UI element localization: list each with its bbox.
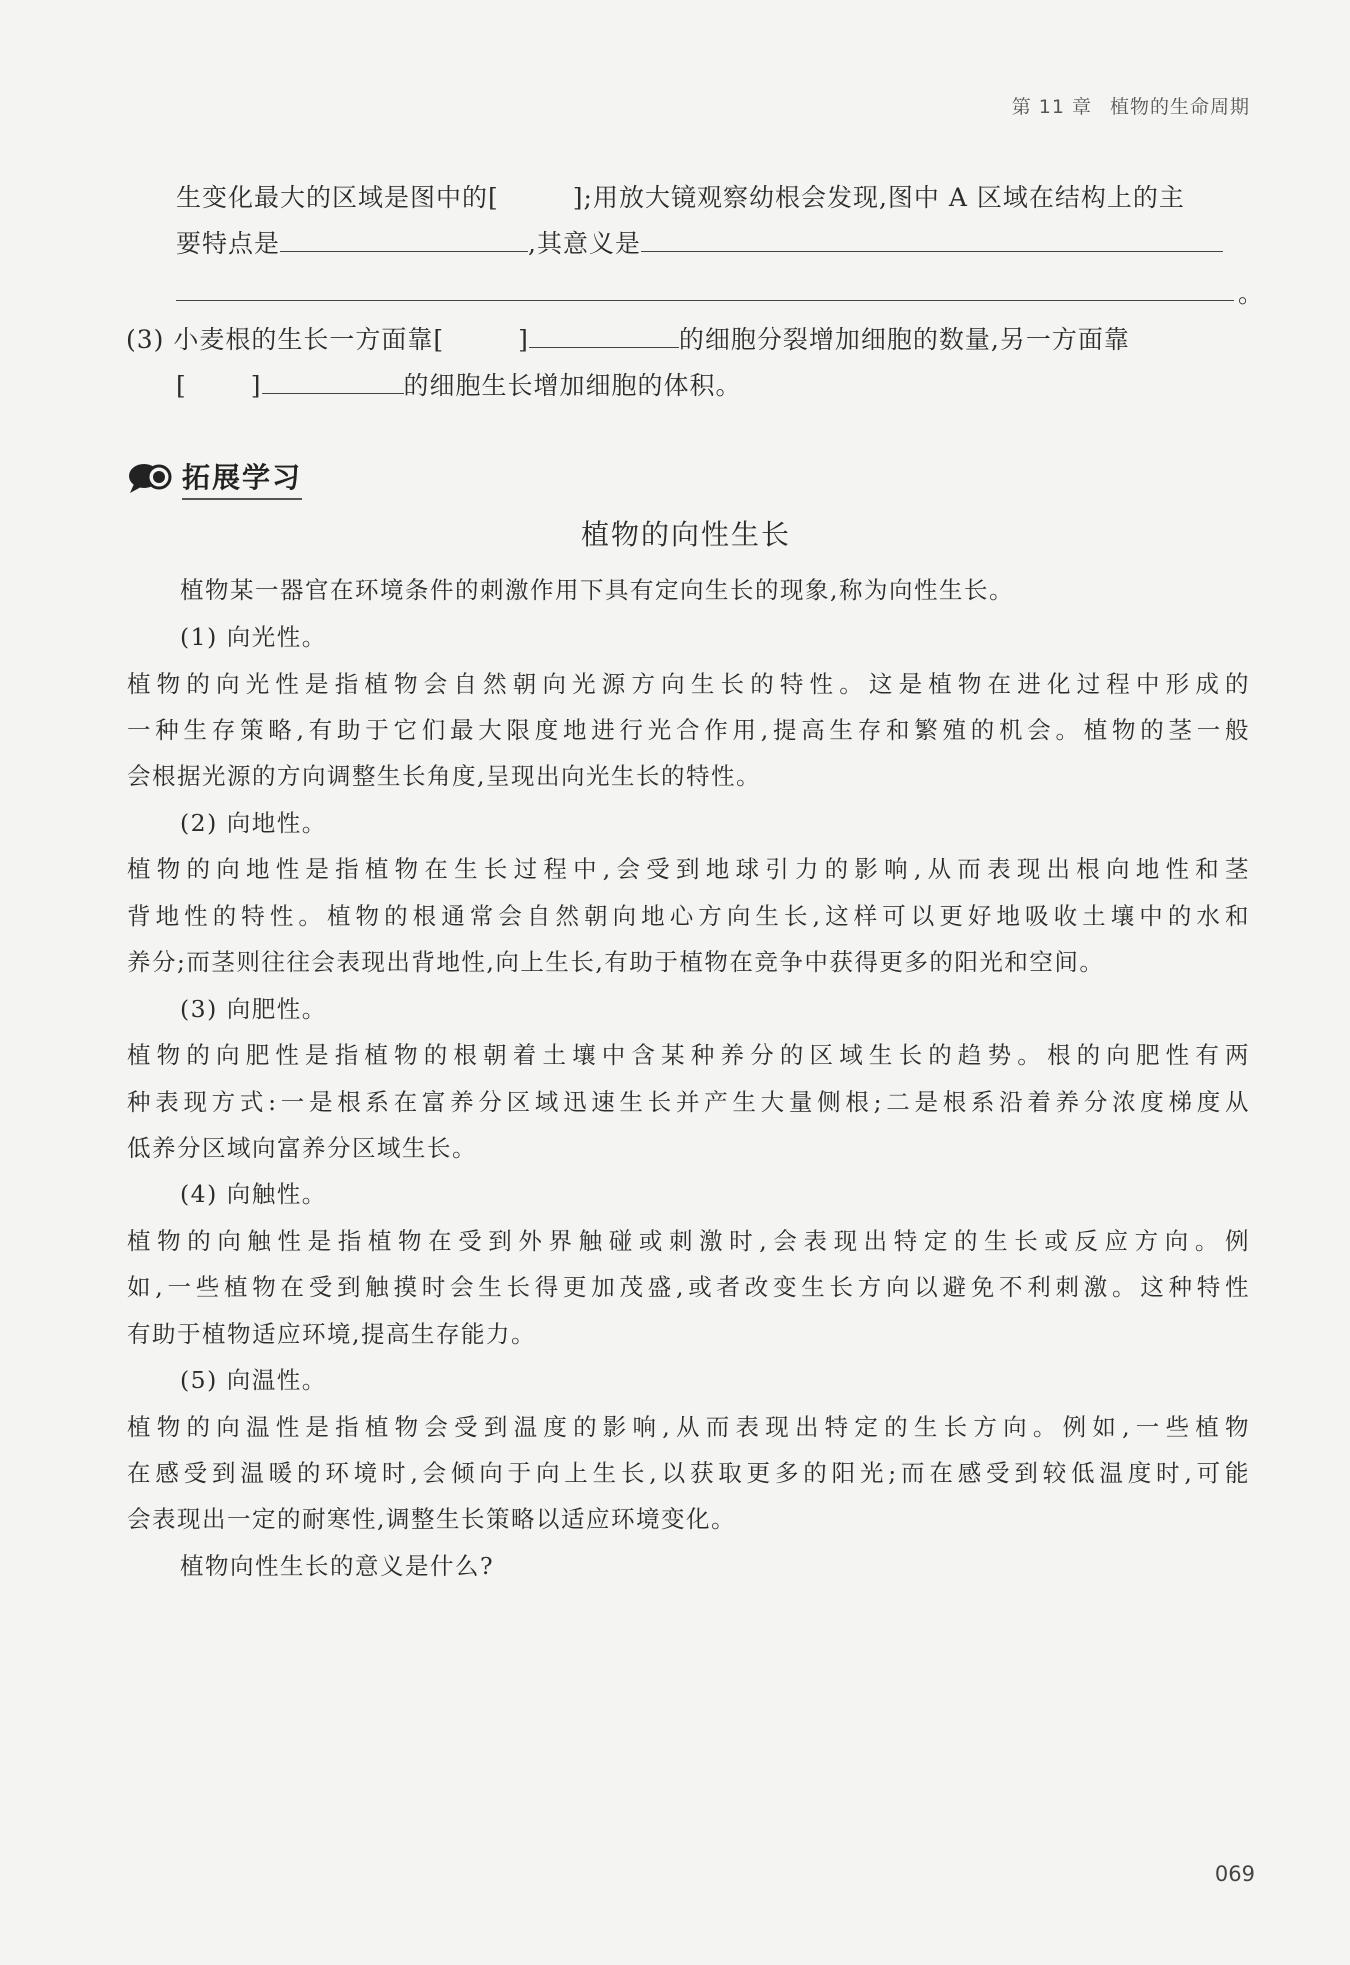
article-line: 养分;而茎则往往会表现出背地性,向上生长,有助于植物在竞争中获得更多的阳光和空间。 bbox=[127, 948, 1105, 976]
section-heading bbox=[126, 456, 302, 500]
article-line: 植物的向地性是指植物在生长过程中,会受到地球引力的影响,从而表现出根向地性和茎 bbox=[127, 855, 1250, 883]
question-3-line-1: (3) 小麦根的生长一方面靠[ ] 的细胞分裂增加细胞的数量,另一方面靠 bbox=[126, 325, 1130, 354]
speech-bubble-icon bbox=[126, 459, 176, 497]
article-line: 如,一些植物在受到触摸时会生长得更加茂盛,或者改变生长方向以避免不利刺激。这种特性 bbox=[127, 1273, 1250, 1301]
article-title: 植物的向性生长 bbox=[580, 518, 791, 551]
article-line: 植物的向光性是指植物会自然朝向光源方向生长的特性。这是植物在进化过程中形成的 bbox=[127, 670, 1250, 698]
article-line: 植物的向温性是指植物会受到温度的影响,从而表现出特定的生长方向。例如,一些植物 bbox=[127, 1413, 1250, 1441]
article-line: 植物某一器官在环境条件的刺激作用下具有定向生长的现象,称为向性生长。 bbox=[180, 576, 1014, 604]
article-line: 种表现方式:一是根系在富养分区域迅速生长并产生大量侧根;二是根系沿着养分浓度梯度从 bbox=[127, 1088, 1250, 1116]
answer-blank-growth-zone[interactable] bbox=[262, 371, 404, 394]
closing-question: 植物向性生长的意义是什么? bbox=[180, 1552, 495, 1580]
article-line: 植物的向触性是指植物在受到外界触碰或刺激时,会表现出特定的生长或反应方向。例 bbox=[127, 1227, 1250, 1255]
question-line-1: 生变化最大的区域是图中的[ ];用放大镜观察幼根会发现,图中 A 区域在结构上的主 bbox=[176, 183, 1185, 212]
article-line: 会表现出一定的耐寒性,调整生长策略以适应环境变化。 bbox=[127, 1505, 736, 1533]
chapter-title: 植物的生命周期 bbox=[1109, 96, 1250, 118]
article-line: 有助于植物适应环境,提高生存能力。 bbox=[127, 1320, 536, 1348]
question-line-3-end: 。 bbox=[1238, 279, 1265, 308]
subheading-phototropism: (1) 向光性。 bbox=[180, 623, 327, 651]
question-line-2: 要特点是 ,其意义是 bbox=[176, 224, 1250, 260]
subheading-chemotropism: (3) 向肥性。 bbox=[180, 995, 327, 1023]
article-line: 低养分区域向富养分区域生长。 bbox=[127, 1134, 477, 1162]
section-title: 拓展学习 bbox=[182, 456, 302, 500]
article-line: 会根据光源的方向调整生长角度,呈现出向光生长的特性。 bbox=[127, 762, 761, 790]
subheading-gravitropism: (2) 向地性。 bbox=[180, 809, 327, 837]
answer-blank-meaning[interactable] bbox=[641, 229, 1223, 252]
subheading-thigmotropism: (4) 向触性。 bbox=[180, 1180, 327, 1208]
chapter-number: 第 11 章 bbox=[1011, 96, 1092, 118]
answer-blank-division-zone[interactable] bbox=[529, 325, 679, 348]
answer-blank-feature[interactable] bbox=[280, 229, 528, 252]
page-number: 069 bbox=[1214, 1862, 1255, 1886]
article-line: 植物的向肥性是指植物的根朝着土壤中含某种养分的区域生长的趋势。根的向肥性有两 bbox=[127, 1041, 1250, 1069]
article-line: 一种生存策略,有助于它们最大限度地进行光合作用,提高生存和繁殖的机会。植物的茎一般 bbox=[127, 716, 1250, 744]
subheading-thermotropism: (5) 向温性。 bbox=[180, 1366, 327, 1394]
running-head bbox=[1012, 92, 1250, 119]
article-line: 背地性的特性。植物的根通常会自然朝向地心方向生长,这样可以更好地吸收土壤中的水和 bbox=[127, 902, 1250, 930]
article-line: 在感受到温暖的环境时,会倾向于向上生长,以获取更多的阳光;而在感受到较低温度时,可能 bbox=[127, 1459, 1250, 1487]
answer-blank-meaning-cont[interactable] bbox=[176, 300, 1234, 301]
question-3-line-2: [ ] 的细胞生长增加细胞的体积。 bbox=[176, 371, 742, 400]
